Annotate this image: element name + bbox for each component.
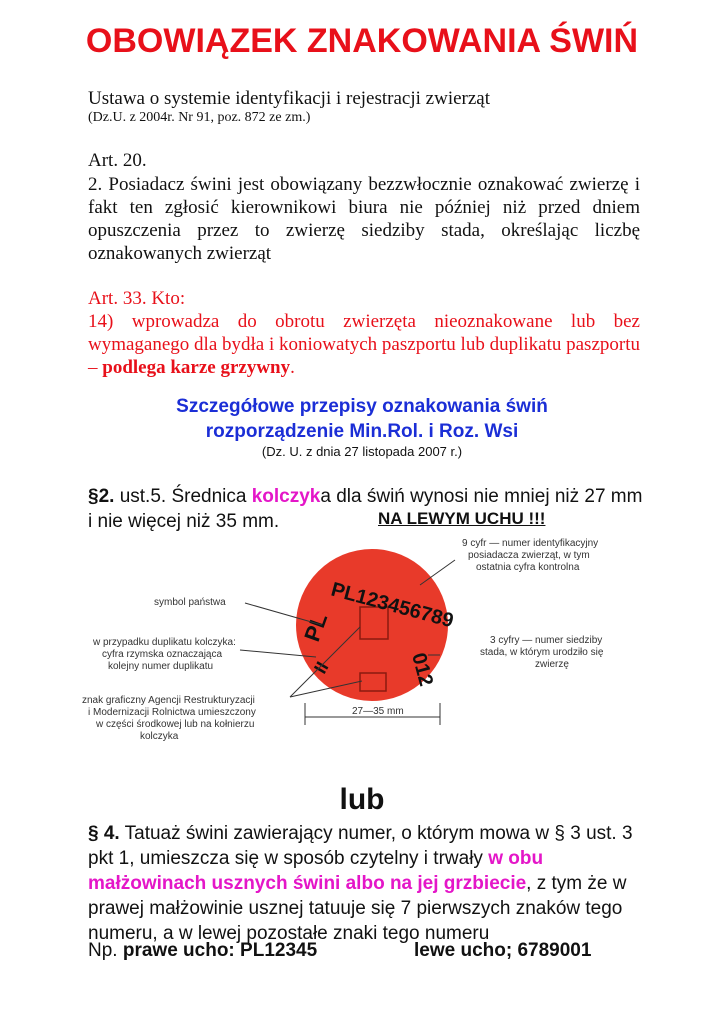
label-agency-4: kolczyka <box>140 731 179 742</box>
regulation-title-line1: Szczegółowe przepisy oznakowania świń <box>176 396 548 417</box>
or-divider: lub <box>339 783 385 816</box>
article-33-text <box>88 310 640 379</box>
label-agency-2: i Modernizacji Rolnictwa umieszczony <box>88 707 256 718</box>
page-title: OBOWIĄZEK ZNAKOWANIA ŚWIŃ <box>85 22 639 60</box>
label-nine-digits-1: 9 cyfr — numer identyfikacyjny <box>462 538 599 549</box>
paragraph-4-label: § 4. <box>88 823 120 844</box>
label-nine-digits-3: ostatnia cyfra kontrolna <box>476 562 580 573</box>
label-duplicate-3: kolejny numer duplikatu <box>108 661 214 672</box>
paragraph-2-text-b: a dla świń wynosi nie mniej niż 27 mm i nie więcej niż 35 mm. <box>88 486 643 532</box>
regulation-title-line2: rozporządzenie Min.Rol. i Roz. Wsi <box>205 421 519 442</box>
paragraph-2-label: §2. <box>88 486 115 507</box>
ear-tag-diagram <box>0 525 724 765</box>
article-33-heading: Art. 33. Kto: <box>88 288 186 309</box>
label-duplicate-2: cyfra rzymska oznaczająca <box>102 649 223 660</box>
left-ear-note: NA LEWYM UCHU !!! <box>378 509 546 528</box>
law-reference: (Dz.U. z 2004r. Nr 91, poz. 872 ze zm.) <box>88 110 311 125</box>
herd-number: 012 <box>407 650 438 689</box>
tag-number: PL123456789 <box>328 578 456 633</box>
paragraph-4-text-a: Tatuaż świni zawierający numer, o którym mowa w § 3 ust. 3 pkt 1, umieszcza się w sposób czytelny i trwały <box>88 823 633 869</box>
label-agency-1: znak graficzny Agencji Restrukturyzacji <box>82 695 255 706</box>
article-33-body: 14) wprowadza do obrotu zwierzęta nieoznakowane lub bez wymaganego dla bydła i koniowatych paszportu lub duplikatu paszportu – <box>88 311 640 378</box>
regulation-reference: (Dz. U. z dnia 27 listopada 2007 r.) <box>261 444 463 459</box>
penalty-text: podlega karze grzywny <box>102 357 291 378</box>
paragraph-4-highlight: w obu małżowinach usznych świni albo na jej grzbiecie <box>88 848 544 894</box>
example-line <box>88 940 317 962</box>
duplicate-roman: II <box>310 658 333 677</box>
law-name: Ustawa o systemie identyfikacji i rejestracji zwierząt <box>88 88 491 109</box>
paragraph-4-text-b: , z tym że w prawej małżowinie usznej tatuuje się 7 pierwszych znaków tego numeru, a w lewej pozostałe znaki tego numeru <box>88 873 627 944</box>
label-duplicate-1: w przypadku duplikatu kolczyka: <box>93 637 236 648</box>
label-three-digits-2: stada, w którym urodziło się <box>480 647 604 658</box>
label-three-digits-1: 3 cyfry — numer siedziby <box>490 635 603 646</box>
paragraph-4 <box>88 821 648 946</box>
article-20-heading: Art. 20. <box>88 150 147 171</box>
article-33-end: . <box>290 357 295 378</box>
label-agency-3: w części środkowej lub na kołnierzu <box>96 719 255 730</box>
label-nine-digits-2: posiadacza zwierząt, w tym <box>468 550 590 561</box>
paragraph-2-highlight: kolczyk <box>251 486 321 507</box>
dimension-label: 27—35 mm <box>352 706 404 717</box>
example-left-ear: lewe ucho; 6789001 <box>414 940 592 961</box>
example-right-ear: prawe ucho: PL12345 <box>122 940 318 961</box>
example-prefix: Np. <box>88 940 123 961</box>
paragraph-2-text-a: ust.5. Średnica <box>114 486 252 507</box>
label-three-digits-3: zwierzę <box>535 659 569 670</box>
label-country-symbol: symbol państwa <box>154 597 226 608</box>
article-20-text: 2. Posiadacz świni jest obowiązany bezzwłocznie oznakować zwierzę i fakt ten zgłosić kierownikowi biura nie później niż przed dniem opuszczenia przez to zwierzę siedziby stada, określając liczbę oznakowanych zwierząt <box>88 174 640 264</box>
country-code: PL <box>299 609 333 645</box>
